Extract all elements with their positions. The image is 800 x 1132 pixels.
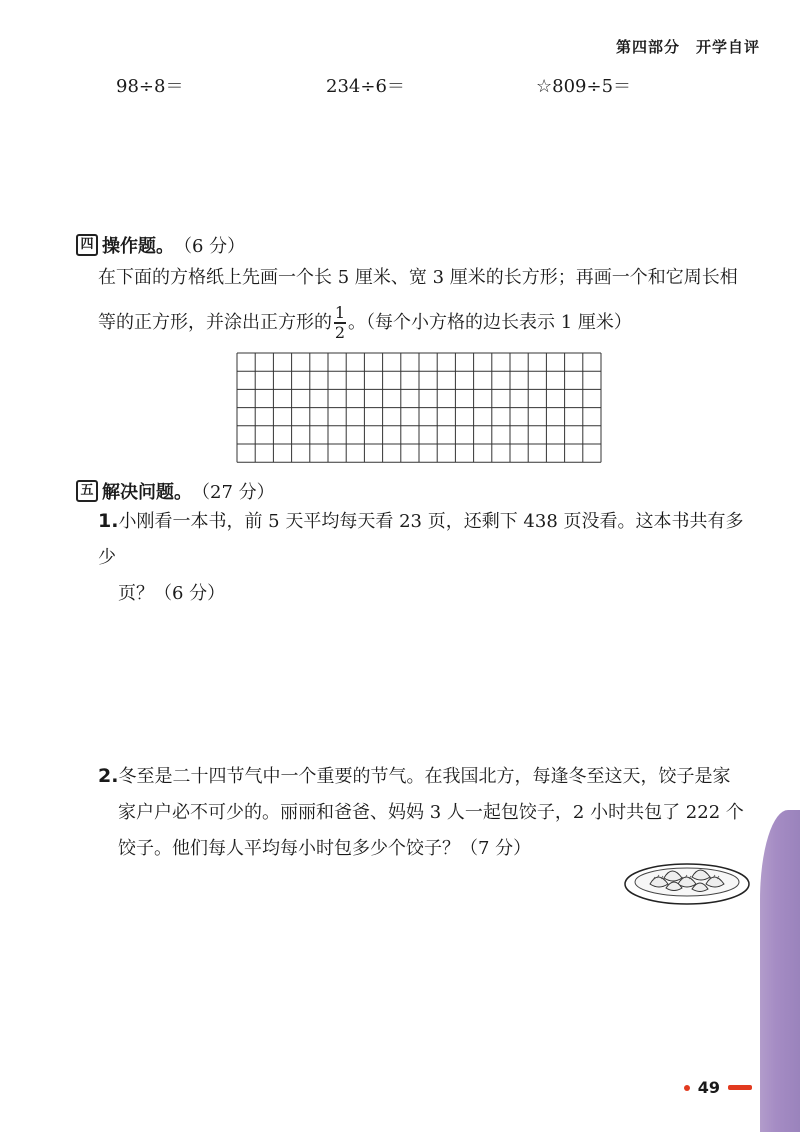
fraction-one-half	[334, 304, 346, 342]
page-footer	[684, 1078, 752, 1097]
section-4-score: （6 分）	[174, 236, 246, 257]
question-1	[98, 503, 758, 612]
grid-paper[interactable]	[236, 352, 606, 468]
section-4-line-2-before: 等的正方形，并涂出正方形的	[98, 311, 332, 333]
question-2-line-2: 家户户必不可少的。丽丽和爸爸、妈妈 3 人一起包饺子，2 小时共包了 222 个	[118, 802, 744, 823]
page-edge-decoration	[760, 810, 800, 1132]
fraction-denominator: 2	[334, 322, 346, 342]
section-4-line-1: 在下面的方格纸上先画一个长 5 厘米、宽 3 厘米的长方形；再画一个和它周长相	[98, 267, 738, 288]
question-2	[98, 758, 758, 867]
section-5-title	[76, 478, 275, 504]
question-1-number: 1.	[98, 510, 119, 532]
calc-3: ☆809÷5＝	[536, 76, 632, 97]
question-2-line-3: 饺子。他们每人平均每小时包多少个饺子？（7 分）	[118, 838, 532, 859]
grid-paper-svg[interactable]	[236, 352, 606, 464]
footer-dot	[684, 1085, 690, 1091]
section-5-score: （27 分）	[192, 482, 275, 503]
section-4-instructions	[98, 260, 758, 342]
footer-dash	[728, 1085, 752, 1090]
section-4-heading: 操作题。	[102, 236, 174, 257]
section-5-badge: 五	[76, 480, 98, 502]
section-4-badge: 四	[76, 234, 98, 256]
page-number: 49	[697, 1078, 720, 1097]
calc-1: 98÷8＝	[116, 76, 184, 97]
question-2-number: 2.	[98, 765, 119, 787]
question-2-line-1: 冬至是二十四节气中一个重要的节气。在我国北方，每逢冬至这天，饺子是家	[118, 766, 731, 787]
dumplings-plate-illustration	[622, 856, 752, 908]
section-4-line-2-after: 。（每个小方格的边长表示 1 厘米）	[348, 311, 632, 333]
page-header: 第四部分 开学自评	[615, 38, 760, 56]
question-1-line-2: 页？（6 分）	[118, 583, 226, 604]
calc-2: 234÷6＝	[326, 76, 405, 97]
section-4-title	[76, 232, 245, 258]
section-4-line-2	[98, 304, 758, 342]
section-5-heading: 解决问题。	[102, 482, 192, 503]
fraction-numerator: 1	[334, 303, 346, 322]
question-1-line-1: 小刚看一本书，前 5 天平均每天看 23 页，还剩下 438 页没看。这本书共有多少	[98, 511, 744, 568]
